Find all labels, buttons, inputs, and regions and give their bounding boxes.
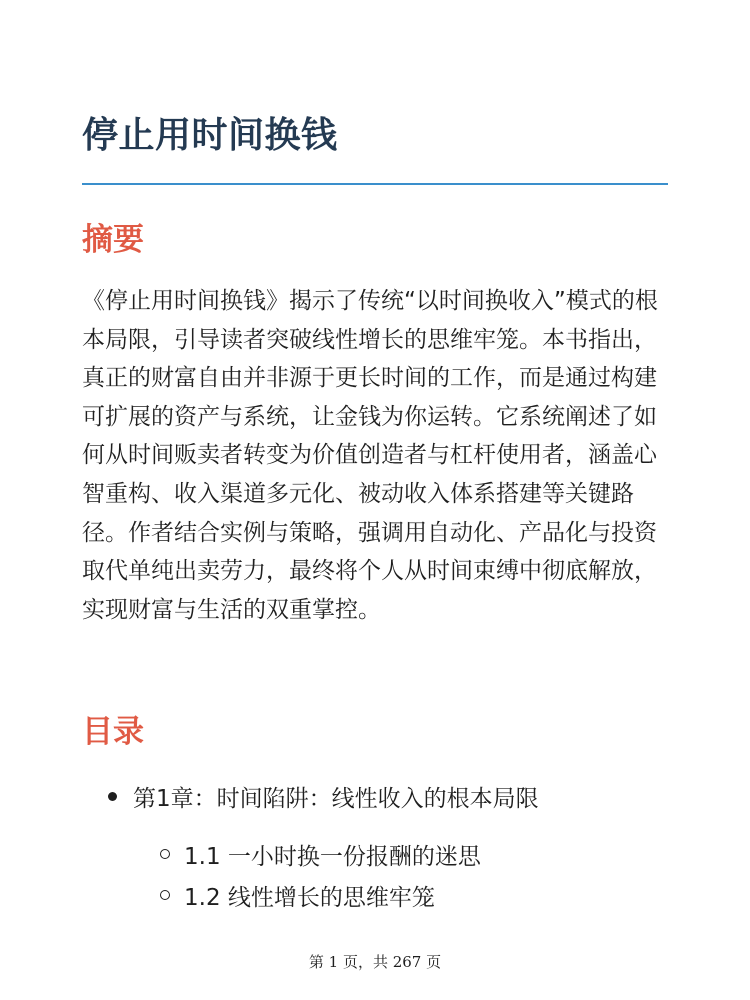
- toc-section-1-1-label: 1.1 一小时换一份报酬的迷思: [184, 843, 481, 870]
- hollow-bullet-icon: [160, 849, 170, 859]
- toc-chapter-1-label: 第1章：时间陷阱：线性收入的根本局限: [133, 785, 539, 812]
- abstract-heading: 摘要: [82, 222, 144, 258]
- title-divider: [82, 183, 668, 185]
- document-title: 停止用时间换钱: [82, 115, 338, 156]
- abstract-paragraph: 《停止用时间换钱》揭示了传统“以时间换收入”模式的根本局限，引导读者突破线性增长的思维牢笼。本书指出，真正的财富自由并非源于更长时间的工作，而是通过构建可扩展的资产与系统，让金钱为你运转。它系统阐述了如何从时间贩卖者转变为价值创造者与杠杆使用者，涵盖心智重构、收入渠道多元化、被动收入体系搭建等关键路径。作者结合实例与策略，强调用自动化、产品化与投资取代单纯出卖劳力，最终将个人从时间束缚中彻底解放，实现财富与生活的双重掌控。: [82, 288, 658, 623]
- toc-section-1-1[interactable]: [160, 834, 481, 874]
- toc-chapter-1[interactable]: [108, 776, 539, 816]
- filled-bullet-icon: [108, 792, 117, 801]
- page-footer: 第 1 页，共 267 页: [308, 953, 442, 971]
- toc-section-1-2[interactable]: [160, 875, 435, 915]
- hollow-bullet-icon: [160, 890, 170, 900]
- toc-section-1-2-label: 1.2 线性增长的思维牢笼: [184, 884, 435, 911]
- toc-heading: 目录: [82, 714, 144, 750]
